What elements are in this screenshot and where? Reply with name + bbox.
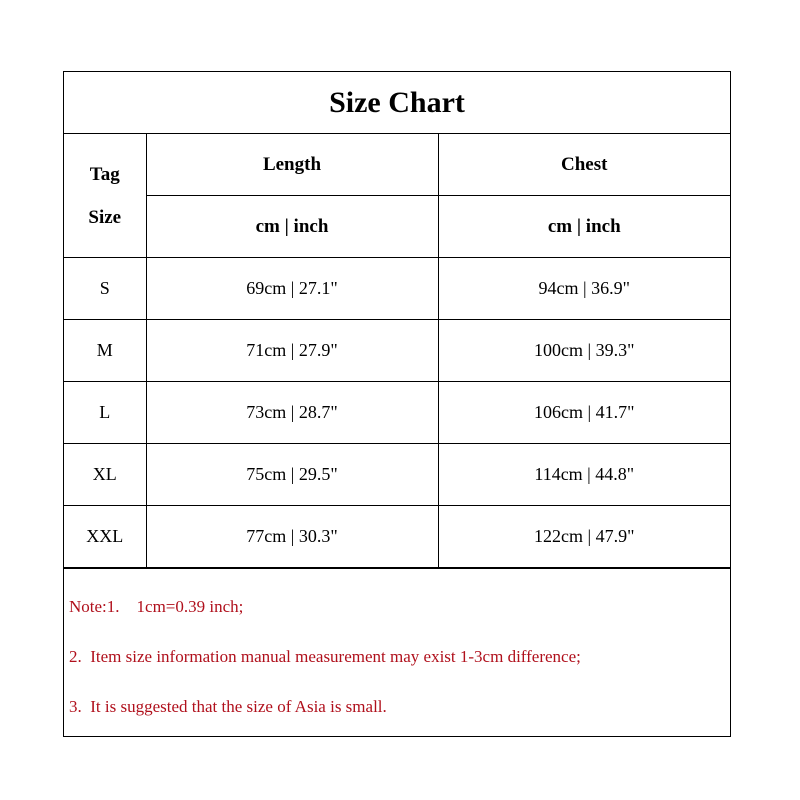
table-units-row: [64, 196, 730, 258]
length-cell: 77cm | 30.3": [146, 506, 438, 568]
tag-size-label-line1: Tag: [89, 163, 120, 185]
table-row: [64, 320, 730, 382]
note-line-1: Note:1. 1cm=0.39 inch;: [69, 597, 244, 616]
length-cell: 71cm | 27.9": [146, 320, 438, 382]
length-cell: 69cm | 27.1": [146, 258, 438, 320]
chest-cell: 114cm | 44.8": [438, 444, 730, 506]
size-cell: S: [64, 258, 146, 320]
chart-title: Size Chart: [64, 72, 730, 134]
chest-cell: 122cm | 47.9": [438, 506, 730, 568]
tag-size-header: [64, 134, 146, 258]
size-cell: L: [64, 382, 146, 444]
size-cell: XXL: [64, 506, 146, 568]
length-header: Length: [146, 134, 438, 196]
length-cell: 73cm | 28.7": [146, 382, 438, 444]
table-row: [64, 444, 730, 506]
notes-section: [64, 568, 730, 739]
size-chart: [63, 71, 731, 737]
length-units-header: cm | inch: [146, 196, 438, 258]
chest-cell: 94cm | 36.9": [438, 258, 730, 320]
chest-header: Chest: [438, 134, 730, 196]
size-cell: M: [64, 320, 146, 382]
table-row: [64, 382, 730, 444]
size-cell: XL: [64, 444, 146, 506]
note-line-3: 3. It is suggested that the size of Asia is small.: [69, 697, 387, 716]
chest-units-header: cm | inch: [438, 196, 730, 258]
length-cell: 75cm | 29.5": [146, 444, 438, 506]
tag-size-label-line2: Size: [88, 206, 122, 228]
note-line-2: 2. Item size information manual measurement may exist 1-3cm difference;: [69, 647, 581, 666]
table-row: [64, 258, 730, 320]
chest-cell: 106cm | 41.7": [438, 382, 730, 444]
table-header-row: [64, 134, 730, 196]
table-row: [64, 506, 730, 568]
size-table: [64, 134, 730, 568]
chest-cell: 100cm | 39.3": [438, 320, 730, 382]
